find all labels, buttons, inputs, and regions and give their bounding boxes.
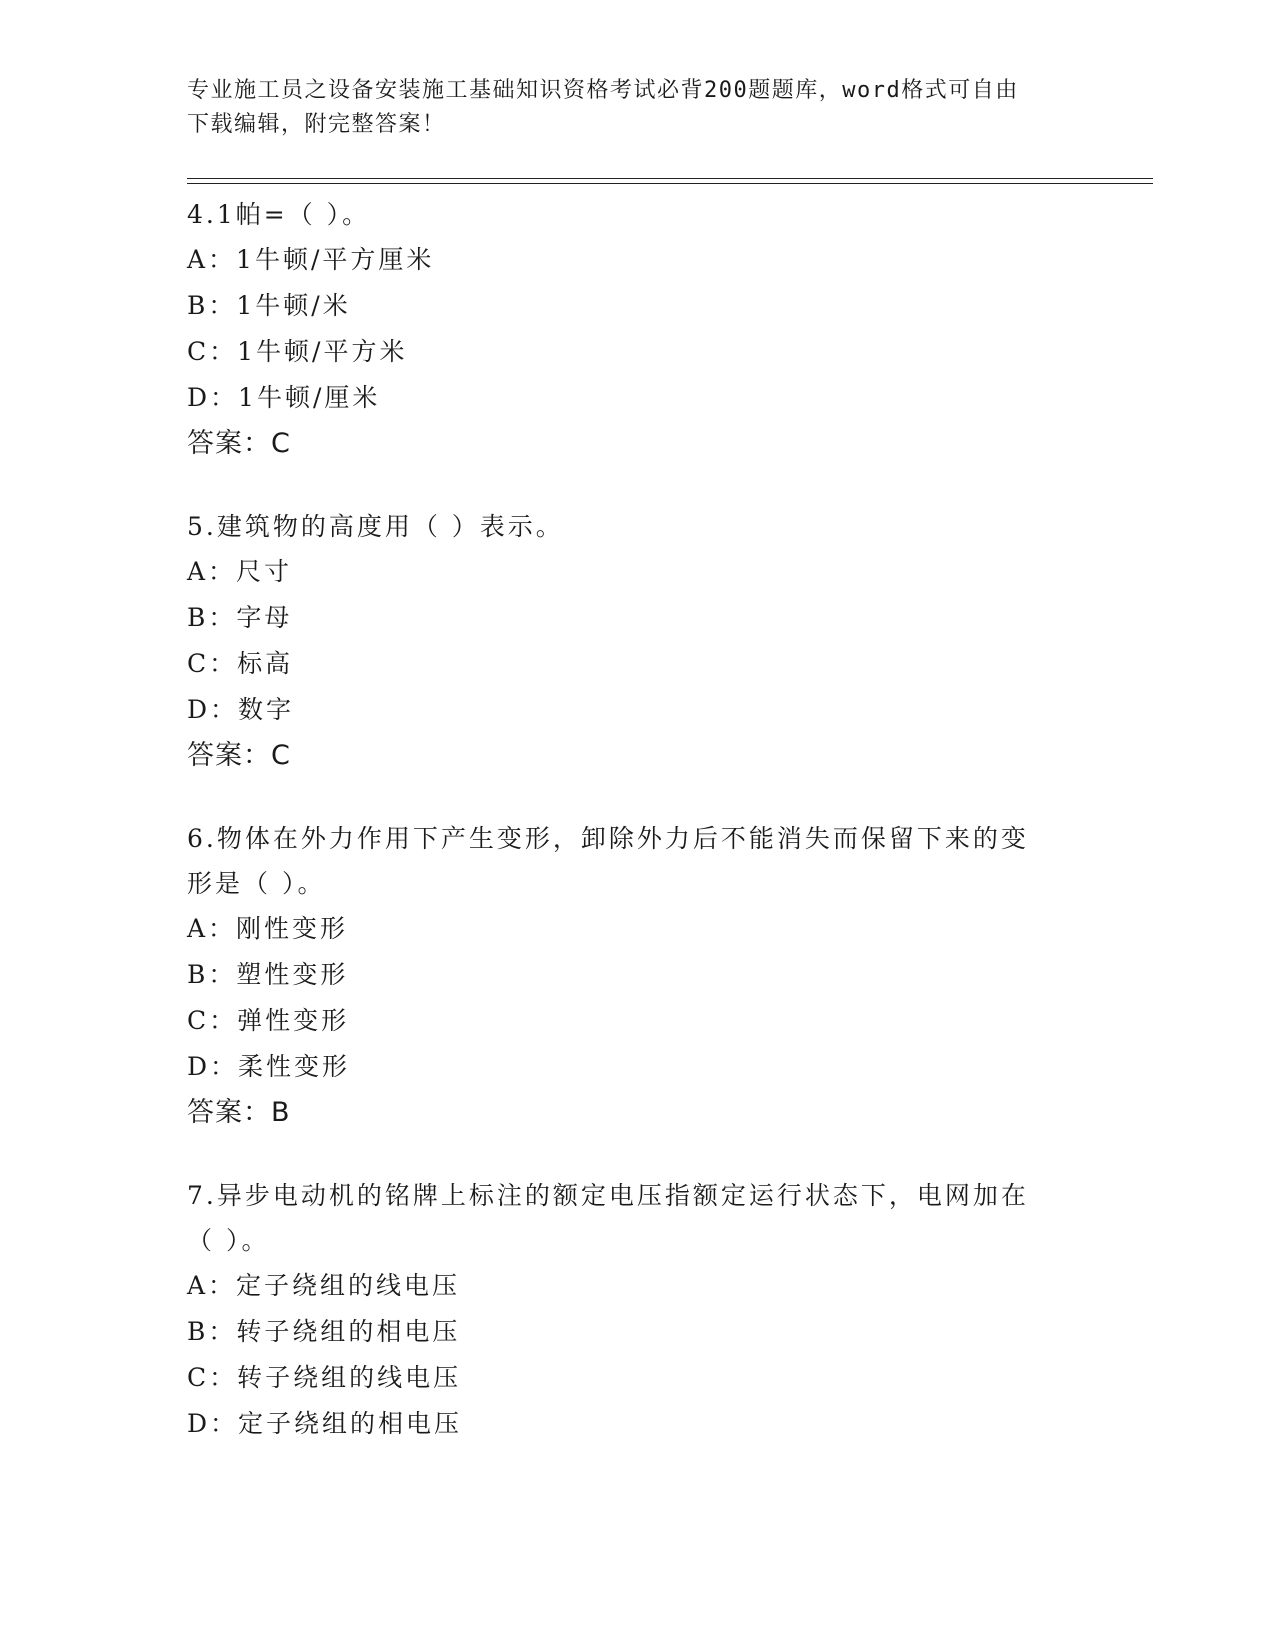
question-stem-line-1: 7.异步电动机的铭牌上标注的额定电压指额定运行状态下，电网加在 bbox=[187, 1181, 1029, 1210]
document-header bbox=[187, 74, 1067, 142]
question-stem-line-1: 6.物体在外力作用下产生变形，卸除外力后不能消失而保留下来的变 bbox=[187, 824, 1029, 853]
question-stem: 4.1帕=（ ）。 bbox=[187, 200, 371, 229]
option-c: C：弹性变形 bbox=[187, 1006, 350, 1035]
answer-line: 答案：B bbox=[187, 1097, 291, 1128]
question-stem-line-2: （ ）。 bbox=[187, 1226, 270, 1255]
header-line-1: 专业施工员之设备安装施工基础知识资格考试必背200题题库，word格式可自由 bbox=[187, 78, 1019, 103]
option-c: C：1牛顿/平方米 bbox=[187, 337, 408, 366]
header-line-2: 下载编辑，附完整答案！ bbox=[187, 112, 446, 137]
question-stem-line-2: 形是（ ）。 bbox=[187, 869, 326, 898]
option-a: A：尺寸 bbox=[187, 557, 293, 586]
option-c: C：标高 bbox=[187, 649, 294, 678]
option-a: A：1牛顿/平方厘米 bbox=[187, 245, 435, 274]
header-rule-bottom bbox=[187, 183, 1153, 184]
option-d: D：数字 bbox=[187, 695, 295, 724]
question-stem: 5.建筑物的高度用（ ）表示。 bbox=[187, 512, 564, 541]
header-rule-top bbox=[187, 178, 1153, 179]
option-a: A：刚性变形 bbox=[187, 914, 349, 943]
question-list bbox=[187, 192, 1087, 1484]
option-d: D：柔性变形 bbox=[187, 1052, 351, 1081]
question-7 bbox=[187, 1173, 1087, 1447]
question-4 bbox=[187, 192, 1087, 467]
option-b: B：字母 bbox=[187, 603, 293, 632]
option-a: A：定子绕组的线电压 bbox=[187, 1271, 461, 1300]
option-b: B：1牛顿/米 bbox=[187, 291, 351, 320]
question-5 bbox=[187, 504, 1087, 779]
option-d: D：1牛顿/厘米 bbox=[187, 383, 381, 412]
option-b: B：转子绕组的相电压 bbox=[187, 1317, 461, 1346]
answer-line: 答案：C bbox=[187, 428, 291, 459]
option-c: C：转子绕组的线电压 bbox=[187, 1363, 462, 1392]
answer-line: 答案：C bbox=[187, 740, 291, 771]
option-d: D：定子绕组的相电压 bbox=[187, 1409, 463, 1438]
option-b: B：塑性变形 bbox=[187, 960, 349, 989]
question-6 bbox=[187, 816, 1087, 1136]
